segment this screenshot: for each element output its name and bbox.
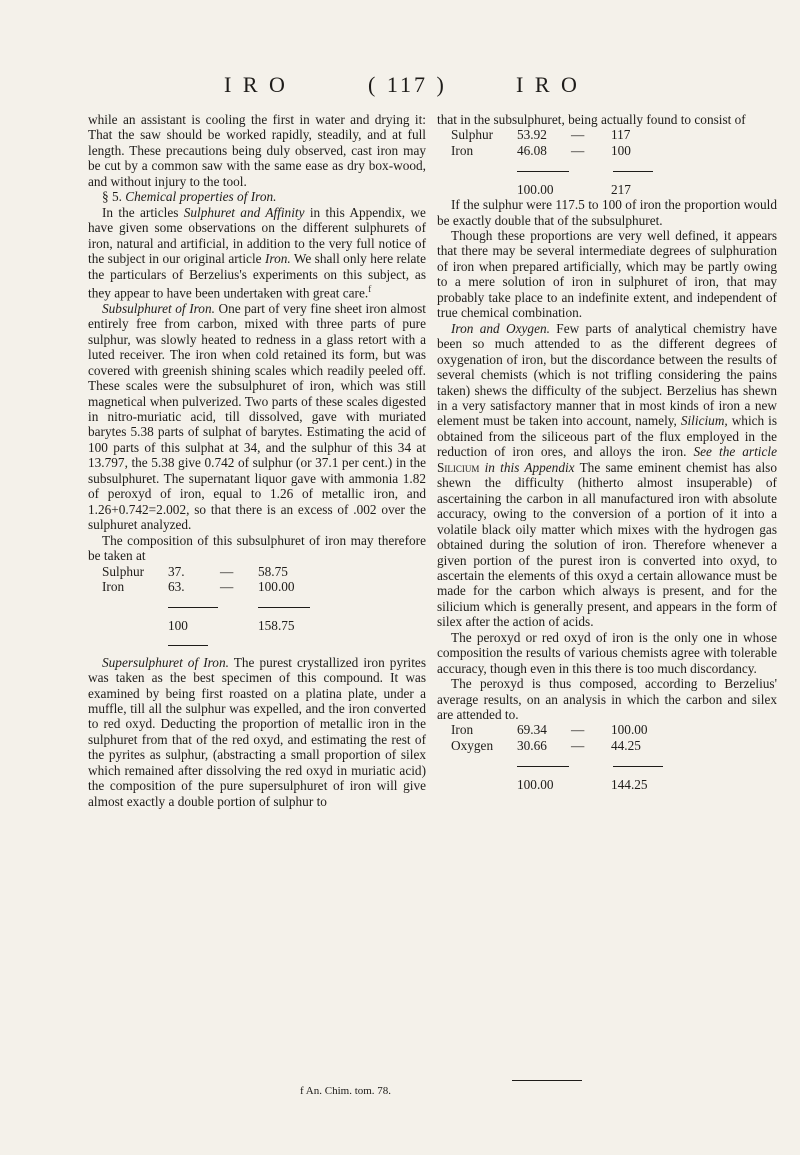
cross-reference: Silicium <box>437 459 480 475</box>
paragraph-composition: The composition of this subsulphuret of iron may therefore be taken at <box>88 532 426 564</box>
table-cell: 37. <box>168 563 185 579</box>
italic-run: Silicium, <box>680 413 728 429</box>
table-cell: Iron <box>451 722 474 738</box>
table-cell: Oxygen <box>451 737 494 753</box>
text-run: In the articles <box>102 204 179 220</box>
text-run: The same eminent chemist has also shewn the difficulty (hitherto almost insuperable) of ascertaining the carbon in all manufactured iron with absolute accuracy, owing to the conversion of a portion of it into a volatile black oily matter which mixes with the hydrogen gas obtained during the solution of iron. Therefore whenever a given portion of the purest iron is converted into oxyd, to ascertain the elements of this oxyd a certain allowance must be made for the carbon which always is present, and for the silicium which is generally present, and appears in the form of silex after the action of acids. <box>437 459 777 630</box>
composition-table-supersulphuret <box>451 127 653 197</box>
table-total: 158.75 <box>258 617 295 633</box>
table-cell: — <box>571 722 585 738</box>
paragraph-supersulphuret <box>88 655 426 810</box>
table-cell: 44.25 <box>611 737 641 753</box>
header-left-title: I R O <box>224 72 288 97</box>
table-cell: 100.00 <box>611 722 648 738</box>
composition-table-peroxyd <box>451 722 663 792</box>
table-total-row <box>451 182 653 197</box>
footnote-rule <box>512 1080 582 1081</box>
paragraph-proportion: If the sulphur were 117.5 to 100 of iron the proportion would be exactly double that of the subsulphuret. <box>437 197 777 228</box>
table-total: 217 <box>611 181 631 197</box>
sum-rule <box>517 766 569 767</box>
running-header <box>0 72 800 102</box>
footnote: f An. Chim. tom. 78. <box>300 1085 392 1097</box>
table-cell: 30.66 <box>517 737 547 753</box>
composition-table-subsulphuret <box>102 564 310 655</box>
sum-rule <box>168 607 218 608</box>
header-right-title: I R O <box>516 72 580 97</box>
paragraph-continuation: that in the subsulphuret, being actually found to consist of <box>437 112 746 127</box>
table-row <box>451 722 663 737</box>
table-cell: Sulphur <box>102 563 145 579</box>
table-cell: — <box>571 142 585 158</box>
table-row <box>102 579 310 594</box>
table-total: 100.00 <box>517 181 554 197</box>
paragraph-intermediate: Though these proportions are very well defined, it appears that there may be several intermediate degrees of sulphuration of iron when prepared artificially, which may be partly owing to a mere solution of iron in sulphuret of iron, that may probably take place to an indefinite extent, and independent of true chemical combination. <box>437 227 777 321</box>
table-cell: 69.34 <box>517 722 547 738</box>
rule-row <box>102 594 310 617</box>
text-run: One part of very fine sheet iron almost entirely free from carbon, mixed with three parts of pure sulphur, was slowly heated to redness in a glass retort with a luted receiver. The iron when cold retained its form, but was covered with greenish shining scales which readily peeled off. These scales were the subsulphuret of iron, which was still magnetical when pulverized. Two parts of these scales digested in nitro-muriatic acid, till dissolved, gave with muriated barytes 5.38 parts of sulphat of barytes. Estimating the acid of 100 parts of this sulphat at 34, and the sulphur of this 34 at 13.797, the 5.38 give 0.742 of sulphur (or 37.1 per cent.) in the subsulphuret. The supernatant liquor gave with ammonia 1.82 of peroxyd of iron, equal to 1.26 of metallic iron, and 1.26+0.742=2.002, so that there is an excess of .002 over the sulphuret analyzed. <box>88 300 427 533</box>
rule-row <box>102 633 310 654</box>
section-heading <box>88 189 426 204</box>
section-title: Chemical properties of Iron. <box>125 189 277 205</box>
table-cell: Iron <box>102 578 125 594</box>
paragraph-continuation: while an assistant is cooling the first in water and drying it: That the saw should be worked rapidly, steadily, and at full length. These precautions being duly observed, cast iron may be cut by a common saw with the same ease as dry box-wood, and without injury to the tool. <box>88 112 426 189</box>
table-total: 100.00 <box>517 776 554 792</box>
italic-run: Iron. <box>264 251 291 267</box>
sum-rule <box>258 607 310 608</box>
end-rule <box>168 645 208 646</box>
paragraph-iron-oxygen <box>437 321 777 630</box>
table-cell: 100 <box>611 142 631 158</box>
table-cell: Sulphur <box>451 127 494 143</box>
right-column <box>437 112 777 792</box>
table-cell: 53.92 <box>517 127 547 143</box>
table-row <box>451 127 653 142</box>
table-row <box>451 738 663 753</box>
rule-row <box>451 753 663 776</box>
table-cell: 100.00 <box>258 578 295 594</box>
table-cell: — <box>571 127 585 143</box>
text-run: in this Appendix, we have given some observations on the different sulphurets of iron, natural and artificial, in addition to the very full notice of the subject in our original article <box>88 204 426 267</box>
footnote-marker: f <box>368 283 372 294</box>
sum-rule <box>613 766 663 767</box>
italic-heading: Iron and Oxygen. <box>451 320 550 336</box>
table-cell: — <box>571 737 585 753</box>
table-cell: 58.75 <box>258 563 288 579</box>
paragraph-peroxyd-composition: The peroxyd is thus composed, according to Berzelius' average results, on an analysis in which the carbon and silex are attended to. <box>437 676 777 723</box>
table-cell: — <box>220 578 234 594</box>
text-run: Few parts of analytical chemistry have been so much attended to as the different degrees of oxygenation of iron, but the discordance between the results of several chemists (which is not trifling considering the pains taken) shews the difficulty of the subject. Berzelius has shewn in a very satisfactory manner that in most kinds of iron a new element must be taken into account, namely, <box>437 320 777 429</box>
page-number: ( 117 ) <box>368 72 447 97</box>
italic-heading: Subsulphuret of Iron. <box>102 300 215 316</box>
text-run: The purest crystallized iron pyrites was taken as the best specimen of this compound. It was examined by being first roasted on a platina plate, under a muffle, till all the sulphur was expelled, and the iron converted to red oxyd. Deducting the proportion of metallic iron in the sulphuret from that of the red oxyd, and estimating the rest of the pyrites as sulphur, (abstracting a small proportion of silex which remained after dissolving the red oxyd in muriatic acid) the composition of the pure supersulphuret of iron will give almost exactly a double portion of sulphur to <box>88 654 427 809</box>
sum-rule <box>517 171 569 172</box>
table-row <box>451 143 653 158</box>
table-total: 100 <box>168 617 188 633</box>
italic-run: in this Appendix <box>484 459 575 475</box>
left-column <box>88 112 426 809</box>
text-run: which is obtained from the siliceous part of the flux employed in the reduction of iron ores, and alloys the iron. <box>437 413 778 460</box>
footer <box>300 1080 800 1098</box>
table-cell: 46.08 <box>517 142 547 158</box>
italic-run: See the article <box>693 444 777 460</box>
text-run: We shall only here relate the particulars of Berzelius's experiments on this subject, as they appear to have been undertaken with great care. <box>88 251 427 301</box>
table-total-row <box>451 777 663 792</box>
table-cell: 117 <box>611 127 631 143</box>
italic-heading: Supersulphuret of Iron. <box>102 654 229 670</box>
paragraph-sulphuret-intro <box>88 205 426 301</box>
rule-row <box>451 158 653 181</box>
paragraph-subsulphuret <box>88 301 426 533</box>
table-cell: — <box>220 563 234 579</box>
table-total: 144.25 <box>611 776 648 792</box>
sum-rule <box>613 171 653 172</box>
table-total-row <box>102 618 310 633</box>
table-row <box>102 564 310 579</box>
italic-run: Sulphuret and Affinity <box>183 204 305 220</box>
table-cell: 63. <box>168 578 185 594</box>
section-number: § 5. <box>102 189 122 205</box>
paragraph-peroxyd: The peroxyd or red oxyd of iron is the only one in whose composition the results of various chemists agree with tolerable accuracy, though even in this there is too much discordancy. <box>437 629 777 676</box>
table-cell: Iron <box>451 142 474 158</box>
